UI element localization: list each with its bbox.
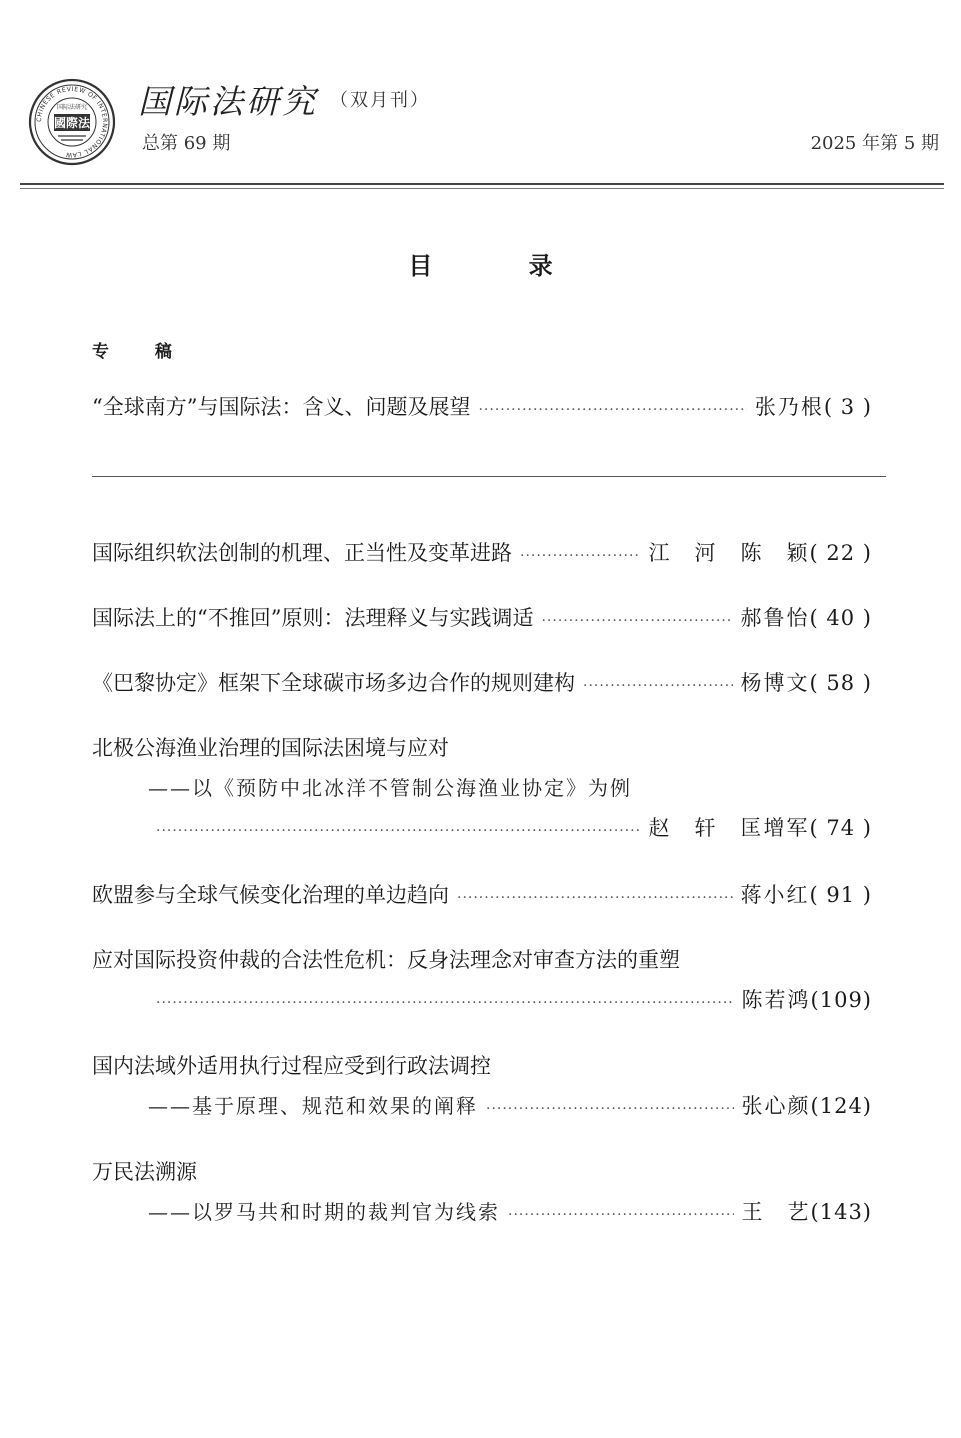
entry-title: 国际法上的“不推回”原则：法理释义与实践调适 — [92, 606, 534, 630]
svg-text:国际法研究: 国际法研究 — [56, 104, 88, 111]
entry-title: 应对国际投资仲裁的合法性危机：反身法理念对审查方法的重塑 — [92, 948, 680, 972]
toc-entry[interactable] — [92, 604, 872, 644]
entry-title: “全球南方”与国际法：含义、问题及展望 — [92, 395, 471, 419]
toc-entry[interactable] — [92, 539, 872, 579]
publication-frequency: （双月刊） — [330, 90, 430, 111]
issue-total-number: 总第 69 期 — [142, 133, 231, 154]
entry-author: 赵 轩 匡增军 — [648, 816, 810, 840]
entry-subtitle: ——以《预防中北冰洋不管制公海渔业协定》为例 — [148, 776, 632, 800]
entry-title: 万民法溯源 — [92, 1160, 197, 1184]
dot-leader — [156, 822, 641, 842]
entry-title: 国际组织软法创制的机理、正当性及变革进路 — [92, 541, 512, 565]
journal-title: 国际法研究 — [138, 82, 318, 121]
entry-page: ( 58 ) — [809, 671, 872, 695]
dot-leader — [541, 612, 732, 632]
toc-entry[interactable] — [92, 1052, 872, 1132]
toc-entry[interactable] — [92, 946, 872, 1026]
entry-author: 蒋小红 — [740, 883, 810, 907]
entry-author: 张心颜 — [741, 1094, 811, 1118]
entry-page: (124) — [810, 1094, 872, 1118]
masthead — [0, 0, 961, 200]
issue-year-number: 2025 年第 5 期 — [810, 133, 939, 154]
entry-title: 北极公海渔业治理的国际法困境与应对 — [92, 736, 449, 760]
entry-author: 张乃根 — [754, 395, 824, 419]
entry-page: ( 74 ) — [809, 816, 872, 840]
toc-entry[interactable] — [92, 393, 872, 433]
entry-page: ( 3 ) — [823, 395, 872, 419]
entry-page: (143) — [810, 1200, 872, 1224]
entry-author: 江 河 陈 颖 — [648, 541, 810, 565]
svg-text:國際法: 國際法 — [53, 116, 91, 130]
dot-leader — [156, 994, 734, 1014]
entry-author: 陈若鸿 — [741, 988, 811, 1012]
dot-leader — [478, 401, 746, 421]
entry-page: (109) — [810, 988, 872, 1012]
journal-seal-logo — [28, 78, 116, 166]
section-divider — [92, 476, 886, 477]
dot-leader — [457, 889, 733, 909]
dot-leader — [583, 677, 733, 697]
header-rule — [20, 183, 944, 185]
entry-author: 杨博文 — [740, 671, 810, 695]
entry-author: 郝鲁怡 — [740, 606, 810, 630]
toc-entry[interactable] — [92, 734, 872, 854]
entry-page: ( 91 ) — [809, 883, 872, 907]
svg-text:CHINESE REVIEW OF INTERNATIONA: CHINESE REVIEW OF INTERNATIONAL LAW — [35, 85, 109, 159]
entry-author: 王 艺 — [741, 1200, 811, 1224]
entry-title: 《巴黎协定》框架下全球碳市场多边合作的规则建构 — [92, 671, 575, 695]
entry-title: 国内法域外适用执行过程应受到行政法调控 — [92, 1054, 491, 1078]
entry-subtitle: ——以罗马共和时期的裁判官为线索 — [148, 1200, 500, 1224]
entry-page: ( 22 ) — [809, 541, 872, 565]
toc-entry[interactable] — [92, 1158, 872, 1238]
section-label-special: 专 稿 — [92, 342, 192, 362]
toc-title: 目 录 — [408, 252, 597, 280]
entry-title: 欧盟参与全球气候变化治理的单边趋向 — [92, 883, 449, 907]
toc-entry[interactable] — [92, 881, 872, 921]
dot-leader — [508, 1206, 734, 1226]
toc-entry[interactable] — [92, 669, 872, 709]
entry-subtitle: ——基于原理、规范和效果的阐释 — [148, 1094, 478, 1118]
dot-leader — [520, 547, 641, 567]
header-rule-thin — [20, 188, 944, 189]
entry-page: ( 40 ) — [809, 606, 872, 630]
dot-leader — [486, 1100, 734, 1120]
